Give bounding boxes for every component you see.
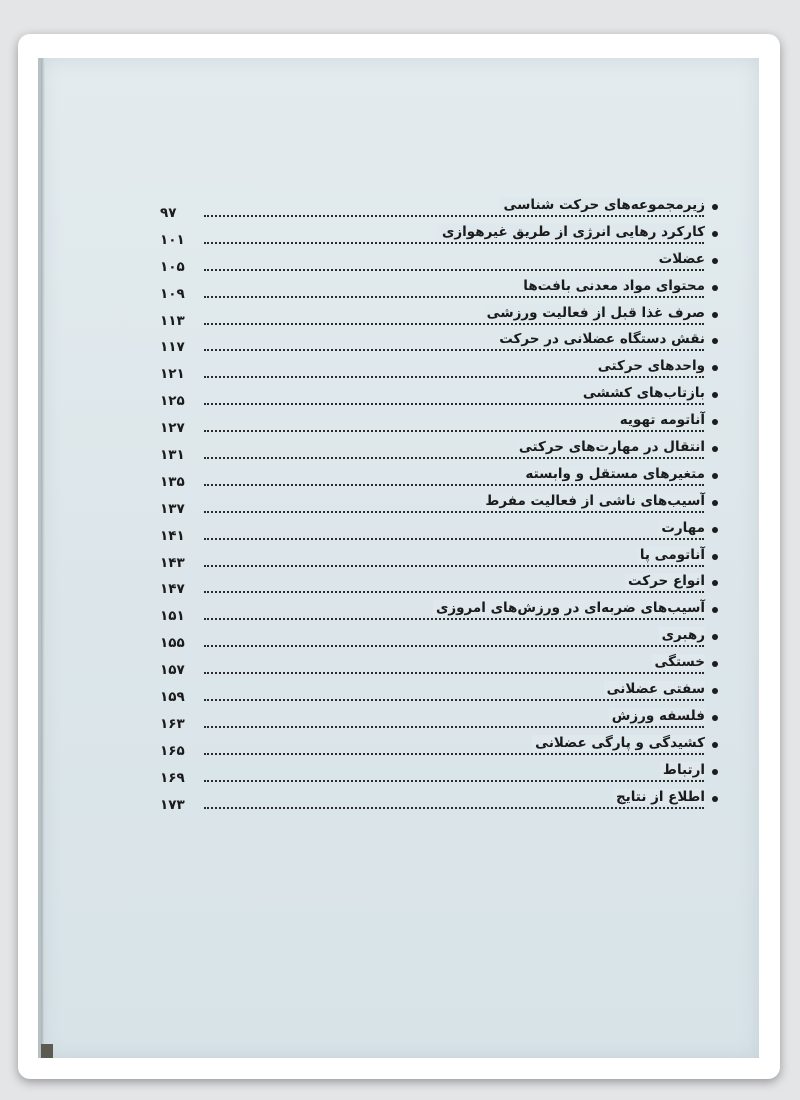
toc-entry: [160, 333, 718, 360]
dot-leader: [204, 215, 704, 217]
toc-entry-page-number: ۱۲۷: [160, 420, 185, 437]
toc-entry-title: ارتباط: [660, 762, 705, 778]
toc-entry: [160, 629, 718, 656]
toc-entry-page-number: ۱۱۷: [160, 339, 185, 356]
toc-entry: [160, 277, 718, 307]
bullet-icon: [712, 580, 718, 586]
toc-entry-page-number: ۱۳۵: [160, 473, 185, 490]
toc-entry-title: رهبری: [659, 627, 705, 643]
toc-entry: [160, 199, 718, 226]
bullet-icon: [712, 607, 718, 613]
toc-entry: [160, 707, 718, 737]
toc-entry-title: انتقال در مهارت‌های حرکتی: [516, 439, 705, 455]
bullet-icon: [712, 796, 718, 802]
dot-leader: [204, 699, 704, 701]
bullet-icon: [712, 527, 718, 533]
toc-entry: [160, 575, 718, 602]
toc-entry: [160, 683, 718, 710]
toc-entry-title: فلسفه ورزش: [609, 708, 705, 724]
dot-leader: [204, 376, 704, 378]
toc-entry-page-number: ۱۳۷: [160, 500, 185, 517]
toc-entry-page-number: ۱۴۳: [160, 554, 185, 571]
toc-entry: [160, 602, 718, 629]
bullet-icon: [712, 661, 718, 667]
dot-leader: [204, 726, 704, 728]
toc-entry-title: بازتاب‌های کششی: [580, 385, 705, 401]
toc-entry-title: نقش دستگاه عضلانی در حرکت: [496, 331, 705, 347]
toc-entry-page-number: ۱۲۱: [160, 366, 185, 383]
toc-entry-page-number: ۱۰۵: [160, 258, 185, 275]
toc-entry-page-number: ۱۷۳: [160, 796, 185, 813]
toc-entry-title: آناتومه تهویه: [617, 412, 705, 428]
toc-entry: [160, 304, 718, 334]
toc-entry-title: انواع حرکت: [625, 573, 705, 589]
dot-leader: [204, 403, 704, 405]
toc-entry: [160, 414, 718, 441]
toc-entry-title: متغیرهای مستقل و وابسته: [522, 466, 705, 482]
dot-leader: [204, 645, 704, 647]
toc-entry-title: محتوای مواد معدنی بافت‌ها: [520, 278, 705, 294]
page-spine-shadow: [41, 58, 45, 1058]
bullet-icon: [712, 312, 718, 318]
bullet-icon: [712, 258, 718, 264]
dot-leader: [204, 511, 704, 513]
bullet-icon: [712, 446, 718, 452]
toc-entry-title: سفتی عضلانی: [604, 681, 705, 697]
toc-entry-page-number: ۱۴۷: [160, 581, 185, 598]
dot-leader: [204, 780, 704, 782]
toc-entry-page-number: ۱۰۱: [160, 231, 185, 248]
bullet-icon: [712, 554, 718, 560]
toc-entry: [160, 250, 718, 280]
dot-leader: [204, 296, 704, 298]
bullet-icon: [712, 742, 718, 748]
toc-entry-title: صرف غذا قبل از فعالیت ورزشی: [484, 305, 705, 321]
toc-entry: [160, 519, 718, 549]
toc-entry: [160, 492, 718, 522]
toc-entry-page-number: ۱۵۱: [160, 608, 185, 625]
toc-entry: [160, 656, 718, 683]
toc-entry-title: واحدهای حرکتی: [595, 358, 705, 374]
toc-entry-title: مهارت: [658, 520, 705, 536]
toc-entry-page-number: ۱۵۷: [160, 662, 185, 679]
bullet-icon: [712, 338, 718, 344]
toc-entry-page-number: ۱۶۵: [160, 742, 185, 759]
toc-entry-page-number: ۱۶۹: [160, 769, 185, 786]
bullet-icon: [712, 688, 718, 694]
toc-entry-title: خستگی: [652, 654, 706, 670]
toc-entry-title: آسیب‌های ناشی از فعالیت مفرط: [482, 493, 705, 509]
table-of-contents: [160, 199, 718, 817]
bullet-icon: [712, 769, 718, 775]
bullet-icon: [712, 634, 718, 640]
bullet-icon: [712, 392, 718, 398]
toc-entry: [160, 761, 718, 791]
dot-leader: [204, 807, 704, 809]
toc-entry-title: زیرمجموعه‌های حرکت شناسی: [500, 197, 705, 213]
dot-leader: [204, 753, 704, 755]
dot-leader: [204, 457, 704, 459]
toc-entry-page-number: ۹۷: [160, 205, 177, 221]
dot-leader: [204, 538, 704, 540]
dot-leader: [204, 269, 704, 271]
dot-leader: [204, 672, 704, 674]
bullet-icon: [712, 204, 718, 210]
dot-leader: [204, 430, 704, 432]
dot-leader: [204, 618, 704, 620]
toc-entry-page-number: ۱۲۵: [160, 393, 185, 410]
bullet-icon: [712, 365, 718, 371]
toc-entry-title: اطلاع از نتایج: [613, 789, 705, 805]
toc-entry-title: عضلات: [656, 251, 705, 267]
toc-entry: [160, 360, 718, 387]
dot-leader: [204, 484, 704, 486]
toc-entry-page-number: ۱۵۹: [160, 689, 185, 706]
toc-entry-page-number: ۱۰۹: [160, 285, 185, 302]
toc-entry: [160, 387, 718, 414]
bullet-icon: [712, 500, 718, 506]
toc-entry: [160, 734, 718, 764]
dot-leader: [204, 591, 704, 593]
toc-entry-page-number: ۱۱۳: [160, 312, 185, 329]
dot-leader: [204, 349, 704, 351]
toc-entry-title: کشیدگی و پارگی عضلانی: [532, 735, 705, 751]
toc-entry-page-number: ۱۵۵: [160, 635, 185, 652]
toc-entry: [160, 546, 718, 576]
page-corner: [41, 1044, 53, 1058]
toc-entry: [160, 441, 718, 468]
bullet-icon: [712, 715, 718, 721]
bullet-icon: [712, 285, 718, 291]
toc-entry-page-number: ۱۴۱: [160, 527, 185, 544]
toc-entry-title: آناتومی پا: [637, 547, 705, 563]
toc-entry-title: آسیب‌های ضربه‌ای در ورزش‌های امروزی: [433, 600, 705, 616]
bullet-icon: [712, 473, 718, 479]
toc-entry: [160, 223, 718, 253]
dot-leader: [204, 565, 704, 567]
dot-leader: [204, 242, 704, 244]
toc-entry: [160, 465, 718, 495]
bullet-icon: [712, 419, 718, 425]
dot-leader: [204, 323, 704, 325]
toc-entry-page-number: ۱۳۱: [160, 447, 185, 464]
bullet-icon: [712, 231, 718, 237]
toc-entry-title: کارکرد رهایی انرژی از طریق غیرهوازی: [439, 224, 705, 240]
toc-entry-page-number: ۱۶۳: [160, 715, 185, 732]
toc-entry: [160, 788, 718, 818]
